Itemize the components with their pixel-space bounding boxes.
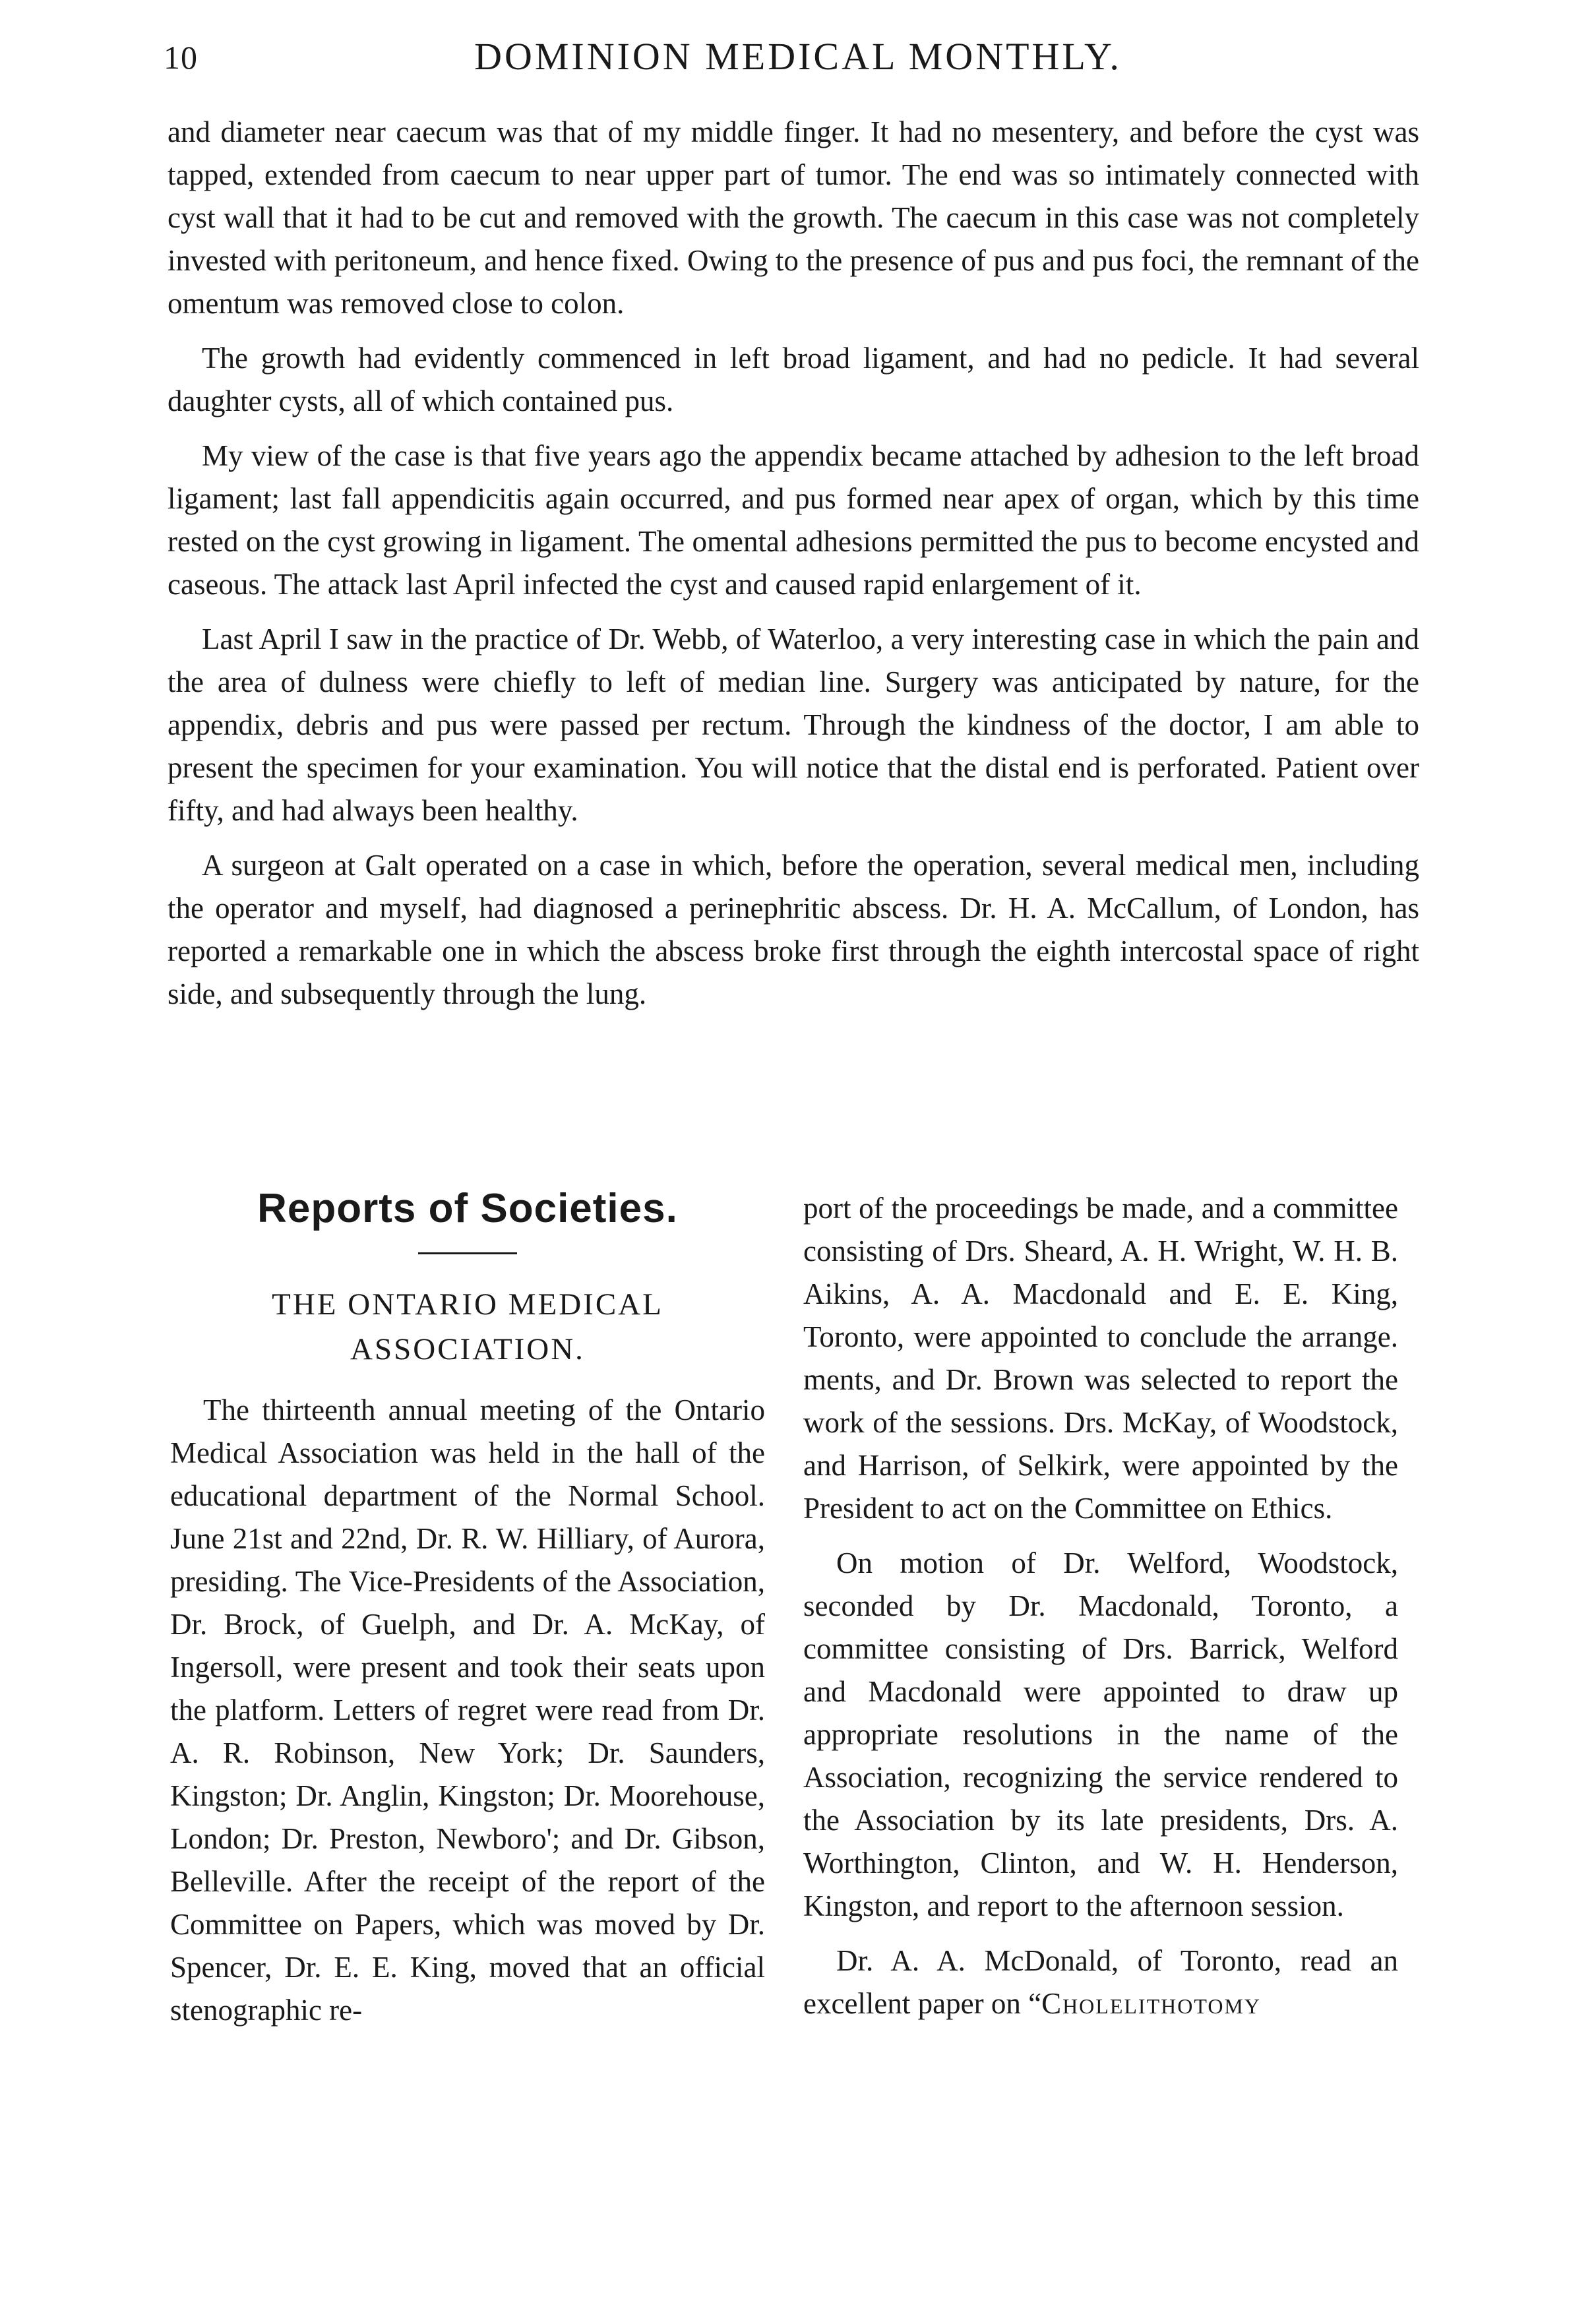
right-column: [803, 1187, 1398, 2037]
paragraph: My view of the case is that five years ago the appendix became attached by adhesion to the left broad ligament; last fall appendicitis again occurred, and pus formed near apex of organ, which by this time rested on the cyst growing in ligament. The omental adhesions permitted the pus to become encysted and caseous. The attack last April infected the cyst and caused rapid enlargement of it.: [168, 439, 1419, 601]
paragraph: and diameter near caecum was that of my middle finger. It had no mesentery, and before the cyst was tapped, extended from caecum to near upper part of tumor. The end was so intimately connected with cyst wall that it had to be cut and removed with the growth. The caecum in this case was not completely invested with peritoneum, and hence fixed. Owing to the presence of pus and pus foci, the remnant of the omentum was removed close to colon.: [168, 115, 1419, 320]
heading-rule: [418, 1252, 517, 1254]
paragraph: port of the proceedings be made, and a committee consisting of Drs. Sheard, A. H. Wright, W. H. B. Aikins, A. A. Macdonald and E. E. King, Toronto, were appointed to conclude the arrange. ments, and Dr. Brown was selected to report the work of the sessions. Drs. McKay, of Woodstock, and Harrison, of Selkirk, were appointed by the President to act on the Committee on Ethics.: [803, 1192, 1398, 1525]
paragraph: Last April I saw in the practice of Dr. Webb, of Waterloo, a very interesting case in which the pain and the area of dulness were chiefly to left of median line. Surgery was anticipated by nature, for the appendix, debris and pus were passed per rectum. Through the kindness of the doctor, I am able to present the specimen for your examination. You will notice that the distal end is perforated. Patient over fifty, and had always been healthy.: [168, 623, 1419, 827]
paragraph: The thirteenth annual meeting of the Ontario Medical Association was held in the hall of the educational department of the Normal School. June 21st and 22nd, Dr. R. W. Hilliary, of Aurora, presiding. The Vice-Presidents of the Association, Dr. Brock, of Guelph, and Dr. A. McKay, of Ingersoll, were present and took their seats upon the platform. Letters of regret were read from Dr. A. R. Robinson, New York; Dr. Saunders, Kingston; Dr. Anglin, Kingston; Dr. Moorehouse, London; Dr. Preston, Newboro'; and Dr. Gibson, Belleville. After the receipt of the report of the Committee on Papers, which was moved by Dr. Spencer, Dr. E. E. King, moved that an official stenographic re-: [170, 1393, 765, 2027]
paragraph-lead: Dr. A. A. McDonald, of Toronto, read an excellent paper on “: [803, 1944, 1398, 2020]
paragraph: On motion of Dr. Welford, Woodstock, seconded by Dr. Macdonald, Toronto, a committee consisting of Drs. Barrick, Welford and Macdonald were appointed to draw up appropriate resolutions in the name of the Association, recognizing the service rendered to the Association by its late presidents, Drs. A. Worthington, Clinton, and W. H. Henderson, Kingston, and report to the afternoon session.: [803, 1546, 1398, 1922]
paper-title: Cholelithotomy: [1041, 1987, 1261, 2020]
paragraph: [803, 1940, 1398, 2025]
section-heading: Reports of Societies.: [257, 1186, 678, 1231]
left-column: [170, 1187, 765, 2044]
paragraph: A surgeon at Galt operated on a case in which, before the operation, several medical men, including the operator and myself, had diagnosed a perinephritic abscess. Dr. H. A. McCallum, of London, has reported a remarkable one in which the abscess broke first through the eighth intercostal space of right side, and subsequently through the lung.: [168, 849, 1419, 1010]
running-title: DOMINION MEDICAL MONTHLY.: [474, 35, 1122, 78]
report-subheading: THE ONTARIO MEDICAL ASSOCIATION.: [272, 1287, 663, 1366]
page-number: 10: [164, 39, 198, 76]
article-body: [168, 111, 1419, 1027]
paragraph: The growth had evidently commenced in left broad ligament, and had no pedicle. It had several daughter cysts, all of which contained pus.: [168, 342, 1419, 417]
